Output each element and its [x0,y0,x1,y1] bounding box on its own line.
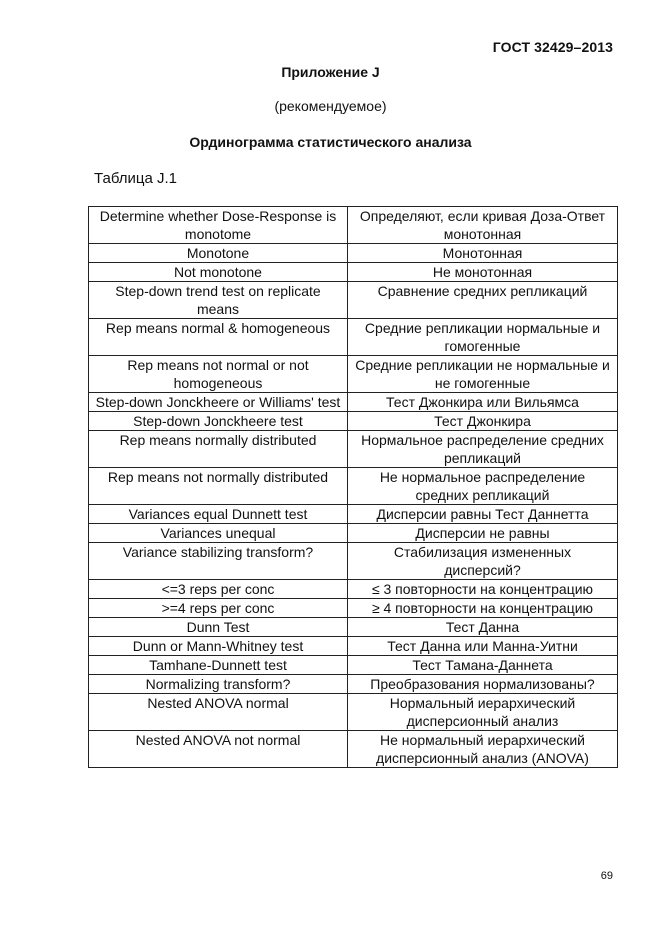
russian-term-cell: Не нормальный иерархический дисперсионный анализ (ANOVA) [348,731,618,768]
english-term-cell: >=4 reps per conc [89,599,348,618]
table-row [89,637,618,656]
russian-term-cell: Преобразования нормализованы? [348,675,618,694]
russian-term-cell: Монотонная [348,244,618,263]
russian-term-cell: Определяют, если кривая Доза-Ответ монотонная [348,207,618,244]
page-title: Ординограмма статистического анализа [189,134,472,150]
russian-term-cell: Дисперсии равны Тест Даннетта [348,505,618,524]
table-row [89,282,618,319]
english-term-cell: Rep means normally distributed [89,431,348,468]
russian-term-cell: Средние репликации нормальные и гомогенные [348,319,618,356]
standard-number: ГОСТ 32429–2013 [492,39,613,55]
english-term-cell: Nested ANOVA not normal [89,731,348,768]
russian-term-cell: Дисперсии не равны [348,524,618,543]
table-row [89,656,618,675]
russian-term-cell: Тест Джонкира [348,412,618,431]
russian-term-cell: Не монотонная [348,263,618,282]
english-term-cell: Rep means normal & homogeneous [89,319,348,356]
english-term-cell: <=3 reps per conc [89,580,348,599]
table-row [89,393,618,412]
russian-term-cell: Не нормальное распределение средних репликаций [348,468,618,505]
table-row [89,431,618,468]
table-caption: Таблица J.1 [94,170,177,187]
translation-table [88,206,618,768]
table-row [89,618,618,637]
english-term-cell: Variance stabilizing transform? [89,543,348,580]
appendix-heading: Приложение J [281,64,380,80]
table-row [89,694,618,731]
english-term-cell: Step-down Jonckheere test [89,412,348,431]
english-term-cell: Step-down trend test on replicate means [89,282,348,319]
table-row [89,524,618,543]
page-number: 69 [600,870,613,882]
table-body [89,207,618,768]
appendix-type: (рекомендуемое) [274,98,387,114]
russian-term-cell: Нормальное распределение средних репликаций [348,431,618,468]
russian-term-cell: Нормальный иерархический дисперсионный анализ [348,694,618,731]
english-term-cell: Not monotone [89,263,348,282]
english-term-cell: Tamhane-Dunnett test [89,656,348,675]
table-row [89,505,618,524]
english-term-cell: Determine whether Dose-Response is monotome [89,207,348,244]
table-row [89,207,618,244]
russian-term-cell: Сравнение средних репликаций [348,282,618,319]
table-row [89,319,618,356]
english-term-cell: Dunn or Mann-Whitney test [89,637,348,656]
russian-term-cell: Тест Данна [348,618,618,637]
russian-term-cell: Стабилизация измененных дисперсий? [348,543,618,580]
russian-term-cell: ≤ 3 повторности на концентрацию [348,580,618,599]
russian-term-cell: ≥ 4 повторности на концентрацию [348,599,618,618]
russian-term-cell: Тест Данна или Манна-Уитни [348,637,618,656]
table-row [89,356,618,393]
table-row [89,543,618,580]
english-term-cell: Step-down Jonckheere or Williams' test [89,393,348,412]
table-row [89,468,618,505]
table-row [89,580,618,599]
english-term-cell: Monotone [89,244,348,263]
english-term-cell: Variances unequal [89,524,348,543]
russian-term-cell: Тест Джонкира или Вильямса [348,393,618,412]
english-term-cell: Dunn Test [89,618,348,637]
english-term-cell: Rep means not normally distributed [89,468,348,505]
russian-term-cell: Средние репликации не нормальные и не гомогенные [348,356,618,393]
table-row [89,599,618,618]
table-row [89,731,618,768]
english-term-cell: Nested ANOVA normal [89,694,348,731]
table-row [89,263,618,282]
russian-term-cell: Тест Тамана-Даннета [348,656,618,675]
table-row [89,675,618,694]
table-row [89,412,618,431]
english-term-cell: Normalizing transform? [89,675,348,694]
table-row [89,244,618,263]
english-term-cell: Rep means not normal or not homogeneous [89,356,348,393]
english-term-cell: Variances equal Dunnett test [89,505,348,524]
